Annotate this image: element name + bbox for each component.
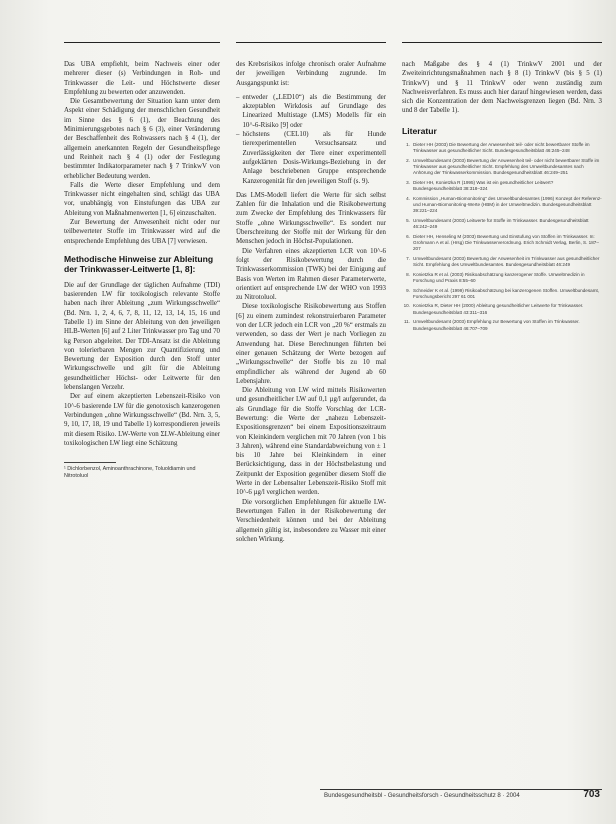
reference-number: 7. [406,255,410,261]
reference-item [402,288,602,301]
footer-rule [320,789,602,790]
page-number: 703 [583,789,600,800]
paragraph: Die auf der Grundlage der täglichen Aufnahme (TDI) basierenden LW für toxikologisch relevante Stoffe haben nach ihrer Ableitung „zum Wirkungsschwelle“ (Bd. Nrn. 1, 2, 4, 6, 7, 8, 11, 12, 13, 14, 15, 16 und Tabelle 1) im Sinne der Ableitung von den jeweiligen HLB-Werten [6] auf 2 Liter Trinkwasser pro Tag und 70 kg Person abgeleitet. Der TDI-Ansatz ist die Ableitung von tolerierbaren Mengen zur Quantifizierung und Bewertung der Exposition durch den Stoff unter Wirkungsschwelle und gilt für die Ableitung gesundheitlicher Höchst- oder Leitwerte für den lebenslangen Verzehr. [64,281,220,392]
header-rule-middle [236,42,386,43]
reference-text: Umweltbundesamt (2003) Bewertung der Anwesenheit im Trinkwasser aus gesundheitlicher Sicht. Empfehlung des Umweltbundesamtes. Bundesgesundheitsblatt 46:249 [413,255,600,268]
paragraph: Das LMS-Modell liefert die Werte für sich selbst Zahlen für die Inhalation und die Risikobewertung zum Zwecke der Empfehlung des Trinkwassers für Stoffe „ohne Wirkungsschwelle“. Es sondert nur Überschreitung der Stoffe mit der Wirkung für den Menschen jedoch in Höchst-Populationen. [236,191,386,246]
paragraph: Falls die Werte dieser Empfehlung und dem Trinkwasser nicht eingehalten sind, schlägt das UBA vor, unabhängig von Einstufungen das UBA zur Ableitung von Maßnahmenwerten [1, 6] einzuschalten. [64,181,220,217]
column-1 [64,60,220,480]
reference-text: Konietzka R, Dieter HH (2000) Ableitung gesundheitlicher Leitwerte für Trinkwasser. Bundesgesundheitsblatt 43:311–316 [413,303,584,315]
reference-text: Schneider K et al. (1999) Risikoabschätzung bei kanzerogenen Stoffen. Umweltbundesamt, Forschungsbericht 297 61 001 [413,287,600,299]
reference-item [402,158,602,177]
paragraph: Zur Bewertung der Anwesenheit nicht oder nur teilbewerteter Stoffe im Trinkwasser wird auf die entsprechende Empfehlung des UBA [7] verwiesen. [64,219,220,245]
dash-bullet: – [236,131,240,139]
header-rule-left [64,42,220,43]
paragraph: des Krebsrisikos infolge chronisch oraler Aufnahme der jeweiligen Verbindung zugrunde. Im Ausgangspunkt ist: [236,61,386,87]
reference-item [402,256,602,269]
reference-number: 6. [406,233,410,239]
reference-number: 11. [403,319,410,325]
list-item [236,93,386,130]
reference-text: Konietzka R et al. (2003) Risikoabschätzung kanzerogener Stoffe. Umweltmedizin in Forschung und Praxis 8:55–60 [413,271,585,284]
header-rule-right [402,42,602,43]
reference-number: 4. [406,195,410,201]
reference-item [402,180,602,193]
reference-text: Umweltbundesamt (2003) Bewertung der Anwesenheit teil- oder nicht bewertbarer Stoffe im Trinkwasser aus gesundheitlicher Sicht. Empfehlung des Umweltbundesamtes nach Anhörung der Trinkwasserkommission. Bundesgesundheitsblatt 46:249–251 [413,157,600,176]
journal-citation: Bundesgesundheitsbl - Gesundheitsforsch - Gesundheitsschutz 8 · 2004 [324,792,520,799]
paragraph: Der auf einem akzeptierten Lebenszeit-Risiko von 10^-6 basierende LW für die genotoxisch kanzerogenen Verbindungen „ohne Wirkungsschwelle“ (Bd. Nrn. 3, 5, 9, 10, 17, 18, 19 und Tabelle 1) korrespondieren jeweils mit diesem Risiko. LW-Werte von ΣLW-Ableitung einer toxikologischen LW liegt eine Schätzung [64,393,220,447]
page-footer [320,789,602,803]
reference-text: Kommission „Human-Biomonitoring“ des Umweltbundesamtes (1996) Konzept der Referenz- und Human-Biomonitoring-Werte (HBM) in der Umweltmedizin. Bundesgesundheitsblatt 39:221–224 [413,195,602,214]
reference-text: Umweltbundesamt (2003) Empfehlung zur Bewertung von Stoffen im Trinkwasser. Bundesgesundheitsblatt 46:707–709 [413,319,580,331]
reference-item [402,234,602,253]
paragraph: Die Gesamtbewertung der Situation kann unter dem Aspekt einer Schädigung der menschlichen Gesundheit im Sinne des § 6 (1), der Beachtung des Minimierungsgebotes nach § 6 (3), einer Veränderung der Beschaffenheit des Rohwassers nach § 4 (1), der allgemein anerkannten Regeln der Gesundheitspflege und Reinheit nach § 4 (1) oder der Festlegung bestimmter Indikatorparameter nach § 7 TrinkwV von erheblicher Bedeutung werden. [64,98,220,180]
footnote-rule [64,462,116,463]
section-heading: Methodische Hinweise zur Ableitung der Trinkwasser-Leitwerte [1, 8]: [64,253,214,275]
reference-number: 1. [406,141,410,147]
reference-item [402,218,602,231]
reference-item [402,303,602,316]
reference-text: Dieter HH, Konietzka R (1995) Was ist ein gesundheitlicher Leitwert? Bundesgesundheitsblatt 38:318–324 [413,179,554,192]
references-heading: Literatur [402,125,437,136]
reference-text: Dieter HH, Henseling M (2003) Bewertung und Einstufung von Stoffen im Trinkwasser. In: Grohmann A et al. (Hrsg) Die Trinkwasserverordnung. Erich Schmidt Verlag, Berlin, S. 187–207 [413,233,599,252]
paragraph: nach Maßgabe des § 4 (1) TrinkwV 2001 und der Zweiteinrichtungsmaßnahmen nach § 8 (1) TrinkwV (bis § 5 (1) TrinkwV) und § 11 TrinkwV oder wenn zuständig zum Nachweisverfahren. Es muss auch hier darauf hingewiesen werden, dass sich die Konzentration der dem Nachweisgrenzen liegen (Bd. Nrn. 3 und 8 der Tabelle 1). [402,61,602,115]
reference-text: Dieter HH (2003) Die Bewertung der Anwesenheit teil- oder nicht bewertbarer Stoffe im Trinkwasser aus gesundheitlicher Sicht. Bundesgesundheitsblatt 46:245–248 [413,141,590,154]
footnote: ¹ Dichlorbenzol, Aminoanthrachinone, Toluoldiamin und Nitrotoluol [64,466,196,480]
list-item [236,130,386,186]
reference-number: 5. [406,217,410,223]
column-2 [236,60,386,544]
reference-list [402,142,602,332]
reference-item [402,196,602,215]
paragraph: Diese toxikologische Risikobewertung aus Stoffen [6] zu einem zumindest rekonstruierbaren Parameter von der LCR jedoch ein LCR von „20 %“ erstmals zu verwenden, so dass der Wert je nach Vorliegen zu Anwendung hat. Diese Berechnungen führten bei einer genauen Schätzung der Werte bezogen auf „Wirkungsschwelle“ der Stoffe bis zu 10 mal empfindlicher als während der Jugend ab 60 Lebensjahre. [236,303,386,385]
list-item-text: höchstens (CEL10) als für Hunde tierexperimentellen Versuchsansatz und Zuverlässigkeiten der Tiere einer experimentell aufgeklärten Dosis-Wirkungs-Beziehung in der Anlage beschriebenen Gruppe entsprechende Kanzerogenität für den jeweiligen Stoff (s. 9). [242,131,386,185]
reference-number: 8. [406,271,410,277]
reference-number: 3. [406,179,410,185]
list-item-text: entweder („LED10“) als die Bestimmung der akzeptablen Wirkdosis auf Grundlage des Linearized Multistage (LMS) Modells für ein 10^-6-Risiko [9] oder [242,93,386,129]
reference-item [402,142,602,155]
paragraph: Die Ableitung von LW wird mittels Risikowerten und gesundheitlicher LW auf 0,1 µg/l aufgerundet, da als Grundlage für die Stoffe Vorschlag der LCR-Bewertung: die Werte der „nahezu Lebenszeit-Expositionsgrenzen“ bei einem Expositionszeitraum von Kleinkindern verglichen mit 70 Jahren (von 1 bis 3 Jahren), während eine Standardabweichung von ± 1 bis 10 Jahre bei Kleinkindern in einer Berücksichtigung, dass in der Höchstbelastung und Zeitpunkt der Exposition gegenüber diesem Stoff die Werte in der Lebensalter Lebenszeit-Risiko Stoff mit 10^-6 µg/l verglichen werden. [236,387,386,497]
paragraph: Die Verfahren eines akzeptierten LCR von 10^-6 folgt der Risikobewertung durch die Trinkwasserkommission (TWK) bei der Einigung auf Basis von Werten im Rahmen dieser Parameterwerte, orientiert auf entsprechende LW der WHO von 1993 zu Nitrotoluol. [236,247,386,302]
paragraph: Das UBA empfiehlt, beim Nachweis einer oder mehrerer dieser (s) Verbindungen in Roh- und Trinkwasser die Leit- und Höchstwerte dieser Empfehlung zu bewerten oder anzuwenden. [64,61,220,96]
reference-item [402,319,602,332]
reference-item [402,272,602,285]
reference-number: 10. [403,303,410,309]
dash-bullet: – [236,93,240,101]
reference-number: 9. [406,287,410,293]
column-3 [402,60,602,335]
paragraph: Die vorsorglichen Empfehlungen für aktuelle LW-Bewertungen Fallen in der Risikobewertung der Verschiedenheit können und bei der Ableitung allgemein gültig ist, insbesondere zu Wasser mit einer solchen Wirkung. [236,498,386,543]
reference-text: Umweltbundesamt (2003) Leitwerte für Stoffe im Trinkwasser. Bundesgesundheitsblatt 46:242–249 [413,217,589,230]
reference-number: 2. [406,157,410,163]
